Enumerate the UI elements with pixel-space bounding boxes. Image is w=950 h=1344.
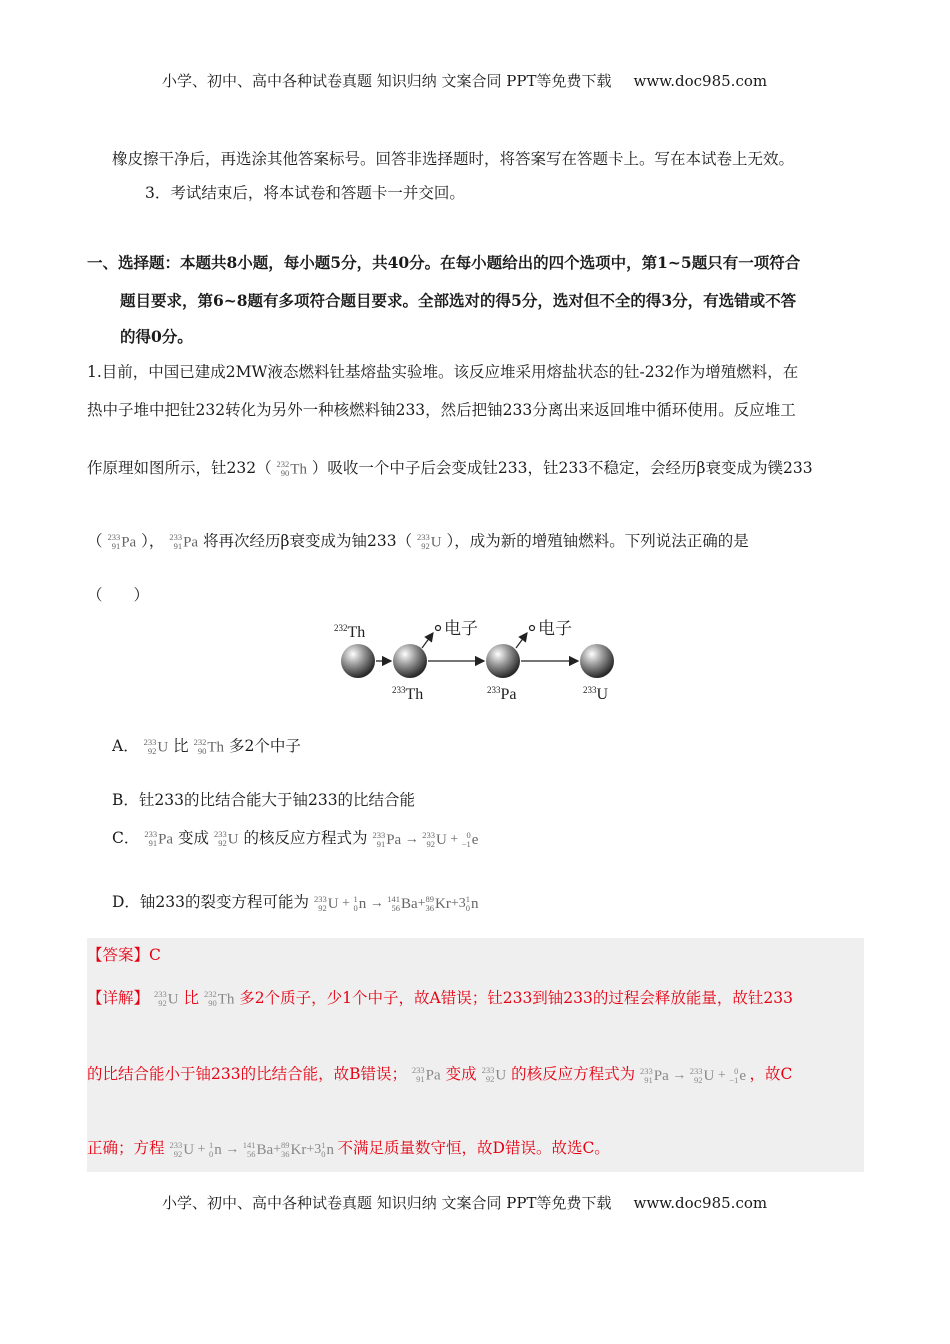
electron-arrow-2 (516, 633, 527, 648)
electron-label-2: 电子 (538, 619, 572, 638)
nucleus-u233 (580, 644, 614, 678)
option-b[interactable]: B．钍233的比结合能大于铀233的比结合能 (112, 791, 416, 809)
footer-site[interactable]: www.doc985.com (633, 1194, 768, 1212)
label-th232: $^{232}$Th (334, 623, 366, 641)
electron-label-1: 电子 (444, 619, 478, 638)
nuclide-u233: 233 92 U (417, 532, 442, 552)
option-a[interactable]: A． 233 92 U 比 232 90 Th 多2个中子 (112, 737, 301, 757)
option-c[interactable]: C． 233 91 Pa 变成 233 92 U 的核反应方程式为 233 91 Pa → 233 92 U + 0 −1 e (112, 829, 479, 849)
question-bracket: （ ） (87, 586, 150, 604)
section-heading-line-3: 的得0分。 (120, 327, 193, 346)
instruction-line-2: 3．考试结束后，将本试卷和答题卡一并交回。 (145, 184, 465, 202)
electron-arrow-1 (422, 633, 433, 648)
nucleus-th233 (393, 644, 427, 678)
question-line-2: 热中子堆中把钍232转化为另外一种核燃料铀233，然后把铀233分离出来返回堆中循环使用。反应堆工 (87, 401, 796, 419)
question-line-1: 1.目前，中国已建成2MW液态燃料钍基熔盐实验堆。该反应堆采用熔盐状态的钍-232作为增殖燃料，在 (87, 363, 799, 381)
answer-value: C (149, 946, 161, 964)
question-line-3: 作原理如图所示，钍232（ 232 90 Th ）吸收一个中子后会变成钍233，钍233不稳定，会经历β衰变成为镤233 (87, 448, 813, 489)
answer-line: 【答案】C (87, 946, 161, 964)
question-line-4: （ 233 91 Pa ）， 233 91 Pa 将再次经历β衰变成为铀233（ 233 92 U ），成为新的增殖铀燃料。下列说法正确的是 (87, 521, 749, 562)
detail-line-2: 的比结合能小于铀233的比结合能，故B错误； 233 91 Pa 变成 233 92 U 的核反应方程式为 233 91 Pa → 233 92 U + 0 −1 e ，故C (87, 1065, 793, 1085)
equation-c: 233 91 Pa → 233 92 U + 0 −1 e (372, 829, 479, 849)
nucleus-th232 (341, 644, 375, 678)
page-footer: 小学、初中、高中各种试卷真题 知识归纳 文案合同 PPT等免费下载 www.doc985.com (162, 1194, 768, 1212)
equation-d: 233 92 U + 1 0 n → 141 56 Ba+ 89 36 Kr+3 1 0 n (313, 893, 479, 913)
detail-line-3: 正确；方程 233 92 U + 1 0 n → 141 56 Ba+ 89 36 Kr+3 1 0 n 不满足质量数守恒，故D错误。故选C。 (87, 1139, 610, 1159)
option-d[interactable]: D．铀233的裂变方程可能为 233 92 U + 1 0 n → 141 56 Ba+ 89 36 Kr+3 1 0 n (112, 893, 479, 913)
decay-diagram (320, 608, 630, 708)
nuclide-pa233: 233 91 Pa (107, 532, 137, 552)
page-header: 小学、初中、高中各种试卷真题 知识归纳 文案合同 PPT等免费下载 www.doc985.com (162, 72, 768, 90)
nuclide-th232: 232 90 Th (276, 459, 307, 479)
section-heading-line-1: 一、选择题：本题共8小题，每小题5分，共40分。在每小题给出的四个选项中，第1~5题只有一项符合 (87, 253, 801, 272)
detail-line-1: 【详解】 233 92 U 比 232 90 Th 多2个质子，少1个中子，故A错误；钍233到铀233的过程会释放能量，故钍233 (87, 989, 793, 1009)
section-heading-line-2: 题目要求，第6~8题有多项符合题目要求。全部选对的得5分，选对但不全的得3分，有选错或不答 (120, 291, 797, 310)
electron-dot-1 (436, 626, 441, 631)
nucleus-pa233 (486, 644, 520, 678)
nuclide-pa233-b: 233 91 Pa (169, 532, 199, 552)
label-pa233: $^{233}$Pa (487, 685, 517, 703)
label-th233: $^{233}$Th (392, 685, 424, 703)
header-site[interactable]: www.doc985.com (633, 72, 768, 90)
electron-dot-2 (530, 626, 535, 631)
label-u233: $^{233}$U (583, 685, 609, 703)
instruction-line-1: 橡皮擦干净后，再选涂其他答案标号。回答非选择题时，将答案写在答题卡上。写在本试卷上无效。 (112, 150, 795, 168)
